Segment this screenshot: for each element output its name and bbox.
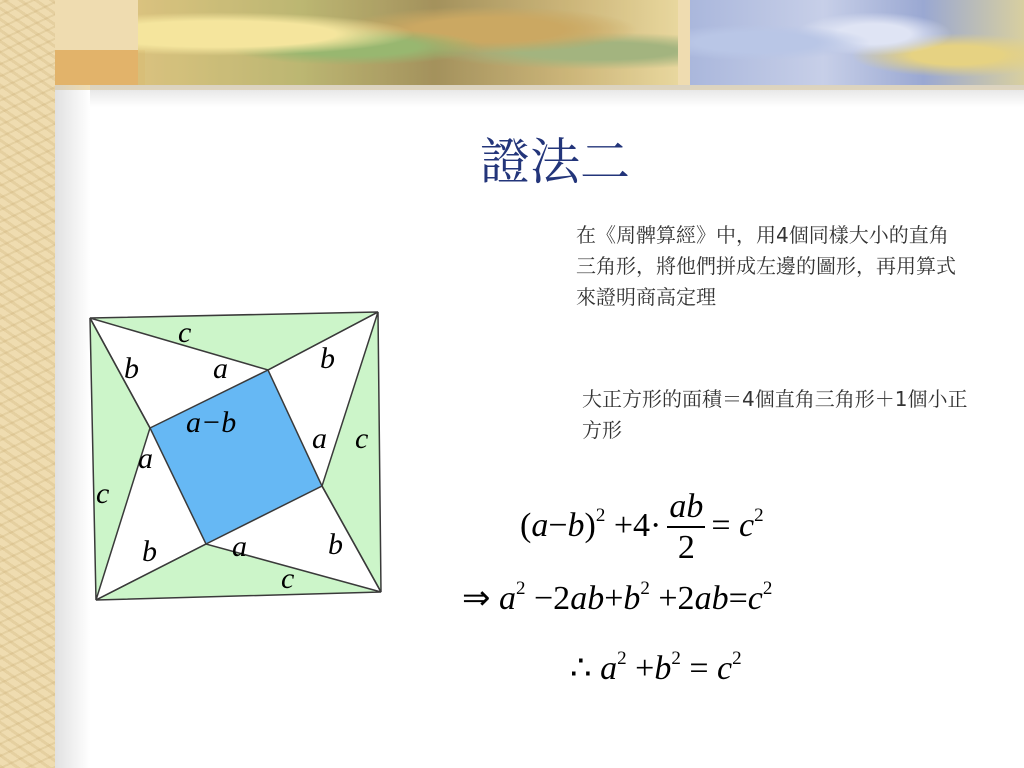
fraction-ab-over-2: $\frac{ab}{2}$ [669,488,704,566]
label-c-top: c [178,316,192,349]
label-b-top-left: b [124,352,139,385]
label-c-bottom: c [281,562,295,595]
equation-expanded: ⇒ $a^2 -2ab+b^2 +2ab=c^2$ [462,578,773,617]
equation-conclusion: ∴ $a^2 +b^2 = c^2$ [570,648,742,687]
label-b-top-right: b [320,342,335,375]
label-c-left: c [96,477,110,510]
area-statement: 大正方形的面積＝4個直角三角形＋1個小正方形 [582,387,968,442]
label-a-right: a [312,422,327,455]
label-b-bottom-left: b [142,535,157,568]
label-a-minus-b: a−b [186,406,237,439]
label-a-bottom: a [232,530,247,563]
label-a-left: a [138,442,153,475]
equation-area: $(a-b)^2 +4\cdot$ $\frac{ab}{2}$ = $c^2$ [520,488,764,566]
label-c-right: c [355,422,369,455]
explanation-paragraph: 在《周髀算經》中，用4個同樣大小的直角三角形，將他們拼成左邊的圖形，再用算式來證明商高定理 [576,223,956,309]
slide-title: 證法二 [480,133,630,191]
inner-square [150,370,322,544]
label-b-bottom-right: b [328,528,343,561]
label-a-top: a [213,352,228,385]
